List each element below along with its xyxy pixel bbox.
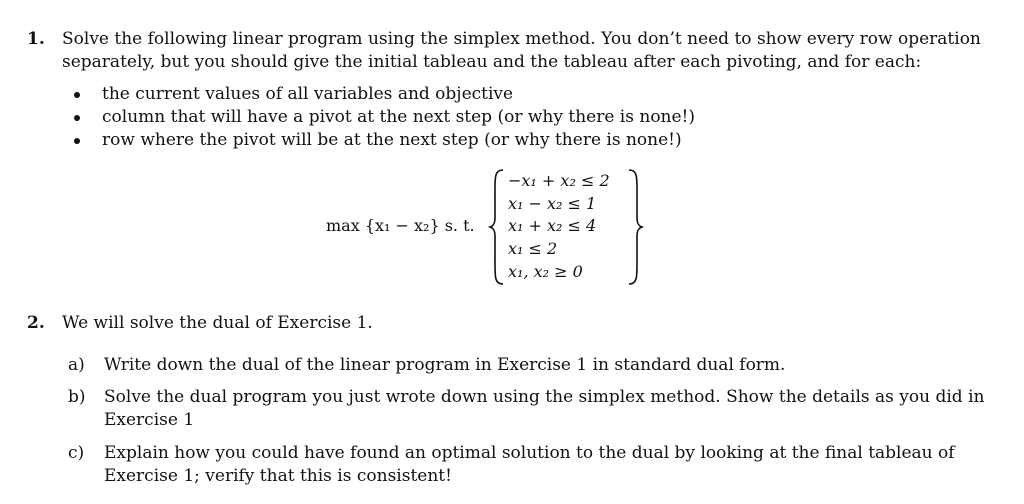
constraint-5: x₁, x₂ ≥ 0 bbox=[508, 262, 583, 281]
bullet-item-3: row where the pivot will be at the next step (or why there is none!) bbox=[102, 130, 682, 150]
right-brace bbox=[626, 168, 644, 286]
exercise-1-intro-line1: Solve the following linear program using the simplex method. You don’t need to show every row operation bbox=[62, 29, 981, 49]
item-b-label: b) bbox=[68, 387, 86, 407]
item-c-text-line2: Exercise 1; verify that this is consistent! bbox=[104, 466, 452, 486]
bullet-dot bbox=[74, 138, 80, 144]
item-a-text: Write down the dual of the linear program in Exercise 1 in standard dual form. bbox=[104, 355, 786, 375]
constraint-4: x₁ ≤ 2 bbox=[508, 239, 558, 258]
item-b-text-line2: Exercise 1 bbox=[104, 410, 195, 430]
constraint-1: −x₁ + x₂ ≤ 2 bbox=[508, 171, 610, 190]
lp-objective: max {x₁ − x₂} s. t. bbox=[326, 216, 475, 235]
item-c-label: c) bbox=[68, 443, 85, 463]
exercise-2-number: 2. bbox=[27, 313, 45, 333]
bullet-item-1: the current values of all variables and objective bbox=[102, 84, 514, 104]
constraint-2: x₁ − x₂ ≤ 1 bbox=[508, 194, 597, 213]
constraint-3: x₁ + x₂ ≤ 4 bbox=[508, 216, 597, 235]
item-a-label: a) bbox=[68, 355, 85, 375]
item-c-text-line1: Explain how you could have found an optimal solution to the dual by looking at the final tableau of bbox=[104, 443, 955, 463]
bullet-dot bbox=[74, 92, 80, 98]
exercise-1-number: 1. bbox=[27, 29, 45, 49]
bullet-dot bbox=[74, 115, 80, 121]
exercise-2-intro: We will solve the dual of Exercise 1. bbox=[62, 313, 373, 333]
item-b-text-line1: Solve the dual program you just wrote down using the simplex method. Show the details as you did in bbox=[104, 387, 985, 407]
bullet-item-2: column that will have a pivot at the next step (or why there is none!) bbox=[102, 107, 696, 127]
left-brace bbox=[488, 168, 506, 286]
exercise-1-intro-line2: separately, but you should give the initial tableau and the tableau after each pivoting, and for each: bbox=[62, 52, 922, 72]
